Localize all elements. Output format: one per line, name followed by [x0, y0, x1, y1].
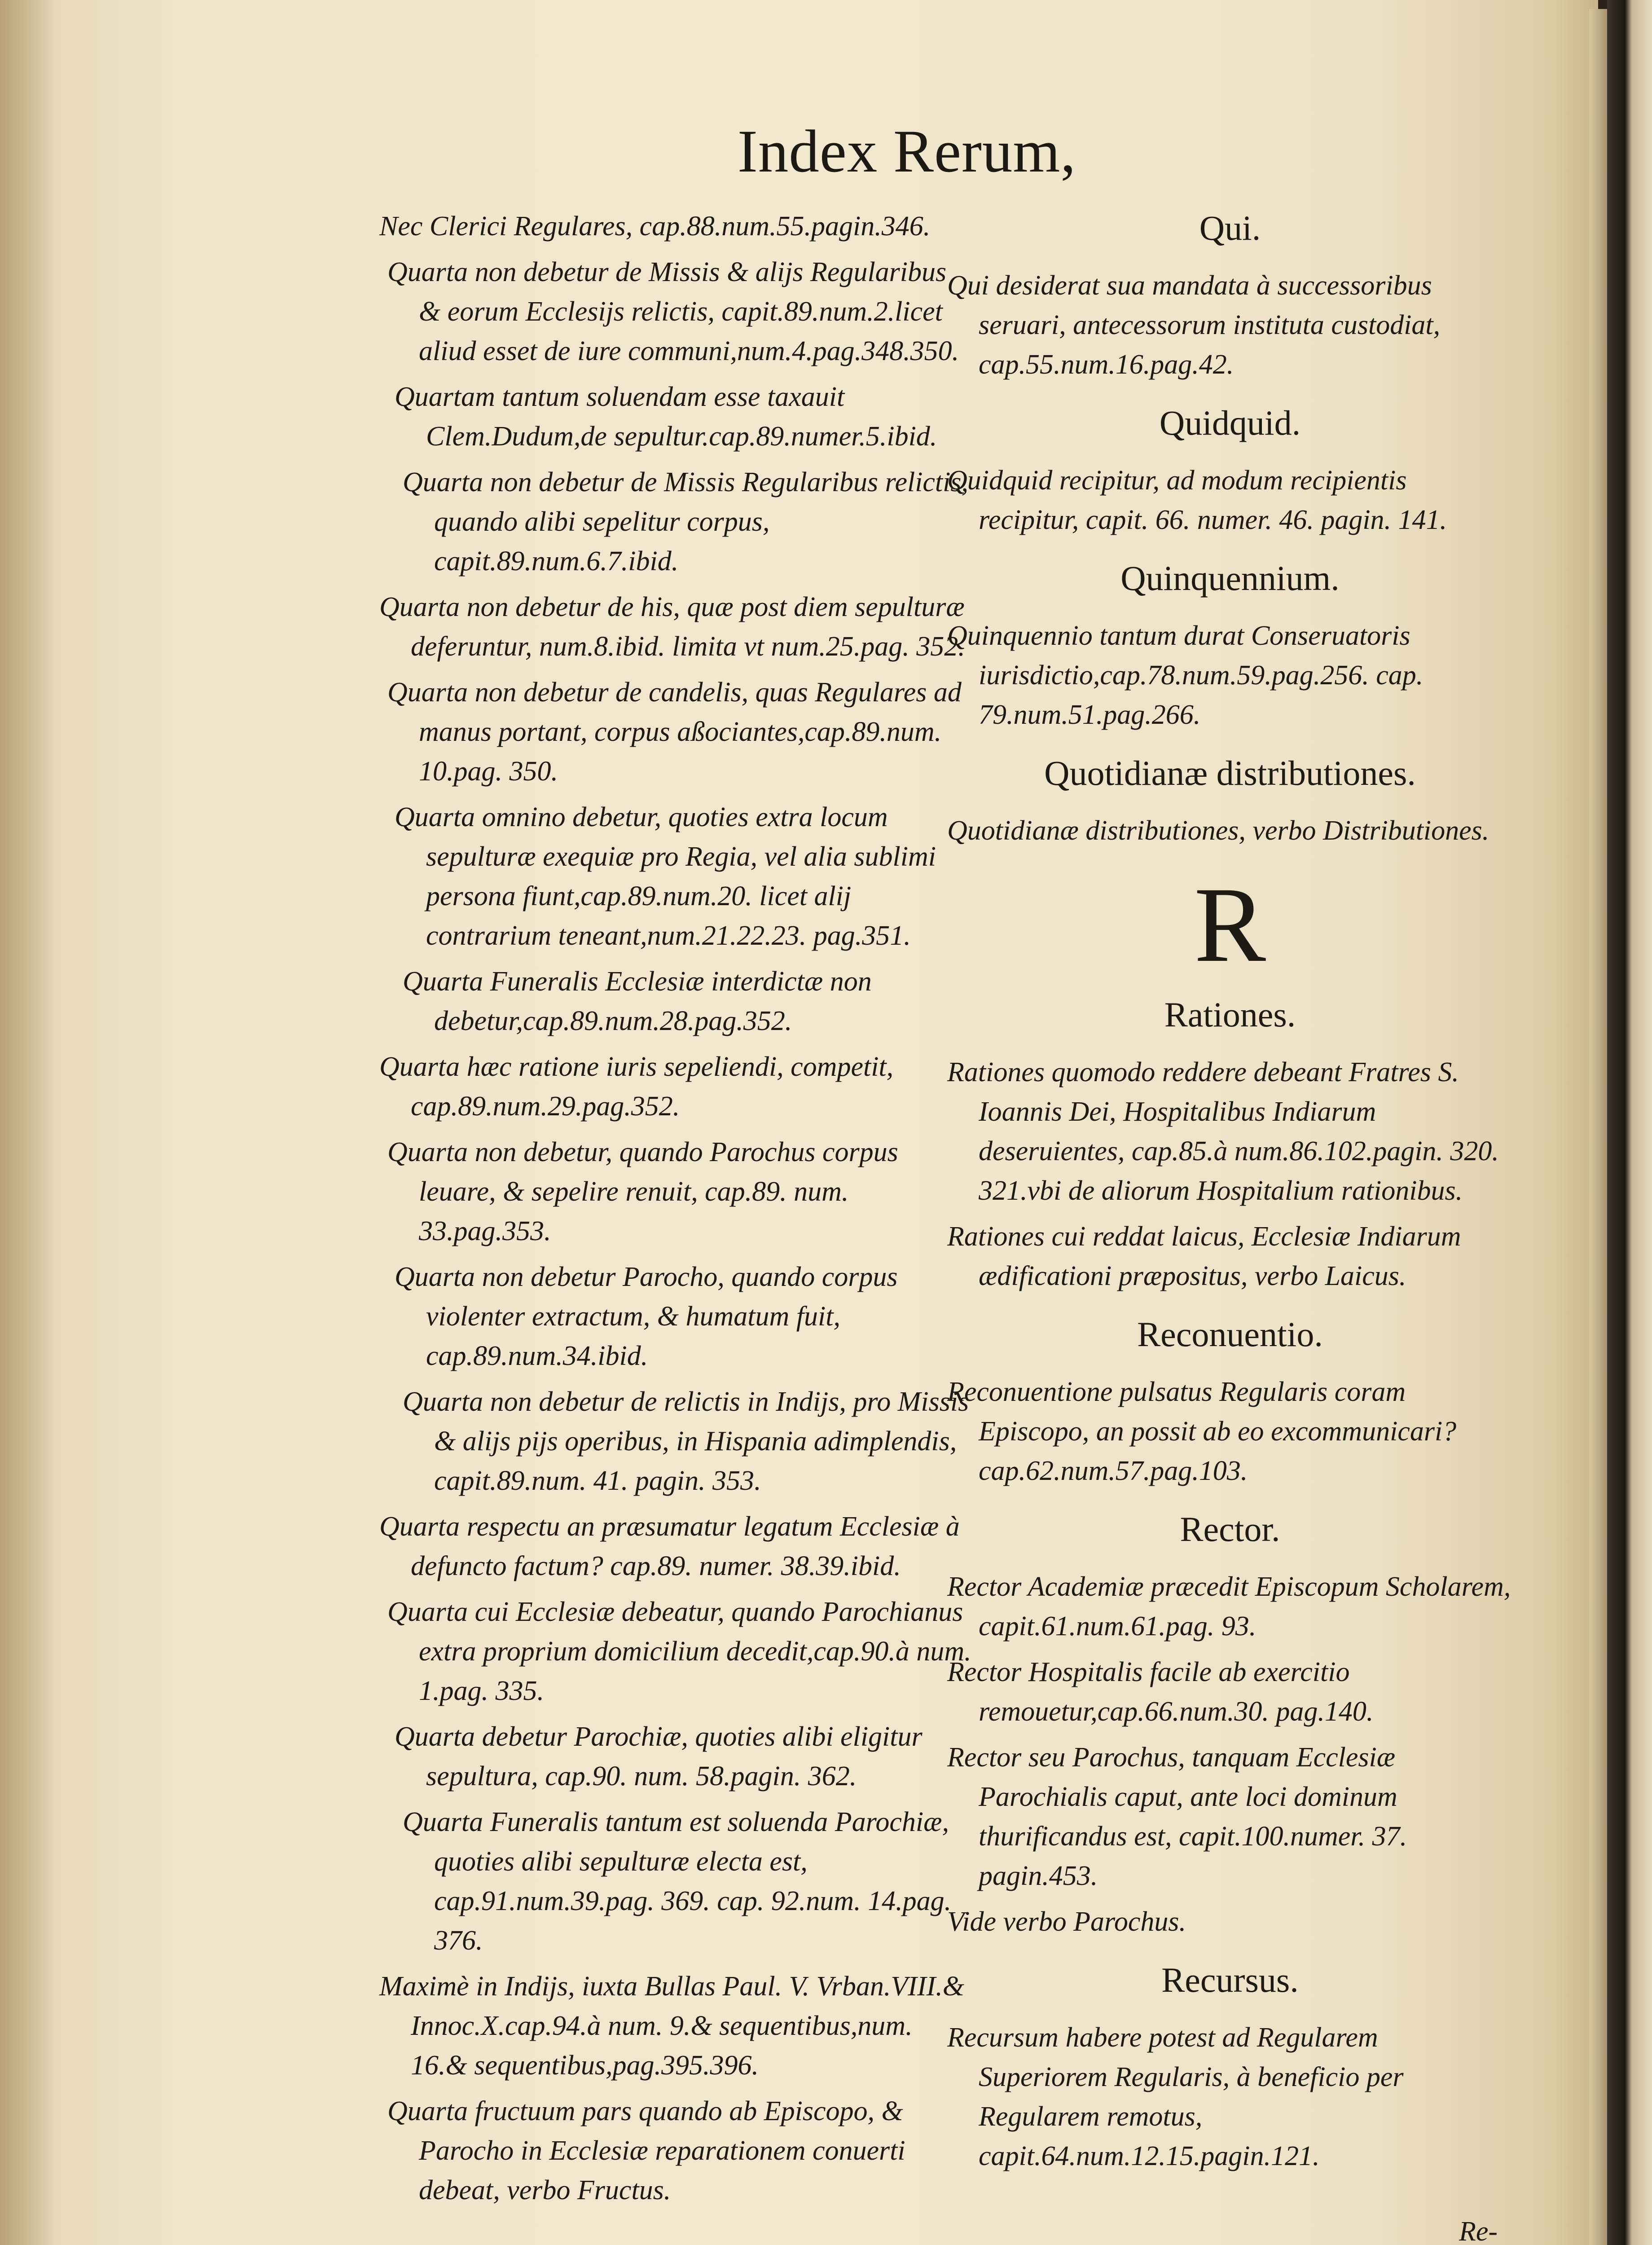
index-entry: Quarta fructuum pars quando ab Episcopo, & Parocho in Ecclesiæ reparationem conuerti debeat, verbo Fructus. [387, 2096, 905, 2205]
gutter-shadow [0, 0, 54, 2245]
index-entry: Quarta hæc ratione iuris sepeliendi, competit, cap.89.num.29.pag.352. [379, 1052, 894, 1122]
index-entry: Reconuentione pulsatus Regularis coram Episcopo, an possit ab eo excommunicari? cap.62.num.57.pag.103. [947, 1377, 1457, 1486]
left-column [379, 207, 972, 2216]
index-entry: Recursum habere potest ad Regularem Superiorem Regularis, à beneficio per Regularem remotus, capit.64.num.12.15.pagin.121. [947, 2022, 1404, 2171]
index-entry: Quarta non debetur de Missis & alijs Regularibus & eorum Ecclesijs relictis, capit.89.num.2.licet aliud esset de iure communi,num.4.pag.348.350. [387, 257, 959, 366]
section-heading-quinquennium: Quinquennium. [1120, 559, 1340, 598]
index-entry: Quarta non debetur de Missis Regularibus relictis, quando alibi sepelitur corpus, capit.89.num.6.7.ibid. [403, 467, 969, 577]
right-column [947, 207, 1513, 2182]
index-entry: Quarta non debetur, quando Parochus corpus leuare, & sepelire renuit, cap.89. num. 33.pag.353. [387, 1137, 898, 1246]
section-heading-recursus: Recursus. [1161, 1960, 1299, 1999]
index-entry: Quartam tantum soluendam esse taxauit Clem.Dudum,de sepultur.cap.89.numer.5.ibid. [395, 382, 937, 452]
section-heading-quidquid: Quidquid. [1159, 403, 1301, 442]
index-entry: Quarta non debetur de relictis in Indijs, pro Missis & alijs pijs operibus, in Hispania adimplendis, capit.89.num. 41. pagin. 353. [403, 1387, 969, 1496]
index-entry: Quinquennio tantum durat Conseruatoris iurisdictio,cap.78.num.59.pag.256. cap. 79.num.51.pag.266. [947, 621, 1424, 730]
index-entry: Quarta debetur Parochiæ, quoties alibi eligitur sepultura, cap.90. num. 58.pagin. 362. [395, 1721, 923, 1792]
section-heading-qui: Qui. [1199, 208, 1261, 247]
index-entry: Rector Academiæ præcedit Episcopum Scholarem, capit.61.num.61.pag. 93. [947, 1572, 1511, 1642]
catchword: Re- [1459, 2216, 1498, 2245]
index-entry: Rector seu Parochus, tanquam Ecclesiæ Parochialis caput, ante loci dominum thurificandus est, capit.100.numer. 37. pagin.453. [947, 1742, 1407, 1891]
index-entry: Rationes cui reddat laicus, Ecclesiæ Indiarum ædificationi præpositus, verbo Laicus. [947, 1221, 1461, 1291]
index-entry: Quarta Funeralis tantum est soluenda Parochiæ, quoties alibi sepulturæ electa est, cap.91.num.39.pag. 369. cap. 92.num. 14.pag. 376. [403, 1807, 952, 1956]
index-entry: Quarta Funeralis Ecclesiæ interdictæ non debetur,cap.89.num.28.pag.352. [403, 966, 872, 1036]
section-heading-rationes: Rationes. [1164, 995, 1296, 1034]
facing-page-edge [1607, 0, 1652, 2245]
index-entry: Rationes quomodo reddere debeant Fratres S. Ioannis Dei, Hospitalibus Indiarum deseruientes, cap.85.à num.86.102.pagin. 320. 321.vbi de aliorum Hospitalium rationibus. [947, 1057, 1499, 1206]
index-entry: Quarta respectu an præsumatur legatum Ecclesiæ à defuncto factum? cap.89. numer. 38.39.ibid. [379, 1511, 960, 1581]
page-edge [1589, 9, 1607, 2245]
index-entry: Quidquid recipitur, ad modum recipientis recipitur, capit. 66. numer. 46. pagin. 141. [947, 465, 1447, 535]
index-entry: Nec Clerici Regulares, cap.88.num.55.pagin.346. [379, 211, 931, 242]
section-heading-quotidianae: Quotidianæ distributiones. [1044, 753, 1416, 792]
index-entry: Qui desiderat sua mandata à successoribus seruari, antecessorum instituta custodiat, cap.55.num.16.pag.42. [947, 270, 1441, 380]
index-entry: Vide verbo Parochus. [947, 1906, 1186, 1937]
running-header: Index Rerum, [737, 118, 1076, 185]
index-entry: Quarta non debetur Parocho, quando corpus violenter extractum, & humatum fuit, cap.89.num.34.ibid. [395, 1262, 898, 1371]
index-entry: Rector Hospitalis facile ab exercitio remouetur,cap.66.num.30. pag.140. [947, 1657, 1374, 1727]
index-entry: Quarta non debetur de his, quæ post diem sepulturæ deferuntur, num.8.ibid. limita vt num.25.pag. 352. [379, 592, 965, 662]
index-entry: Quarta cui Ecclesiæ debeatur, quando Parochianus extra proprium domicilium decedit,cap.90.à num. 1.pag. 335. [387, 1597, 971, 1706]
section-heading-rector: Rector. [1180, 1510, 1280, 1549]
letter-divider: R [1194, 865, 1266, 984]
index-entry: Maximè in Indijs, iuxta Bullas Paul. V. Vrban.VIII.& Innoc.X.cap.94.à num. 9.& sequentibus,num. 16.& sequentibus,pag.395.396. [379, 1971, 964, 2081]
index-entry: Quotidianæ distributiones, verbo Distributiones. [947, 815, 1489, 846]
section-heading-reconuentio: Reconuentio. [1137, 1315, 1323, 1354]
index-entry: Quarta omnino debetur, quoties extra locum sepulturæ exequiæ pro Regia, vel alia sublimi persona fiunt,cap.89.num.20. licet alij contrarium teneant,num.21.22.23. pag.351. [395, 802, 936, 951]
index-entry: Quarta non debetur de candelis, quas Regulares ad manus portant, corpus aßociantes,cap.89.num. 10.pag. 350. [387, 677, 962, 787]
